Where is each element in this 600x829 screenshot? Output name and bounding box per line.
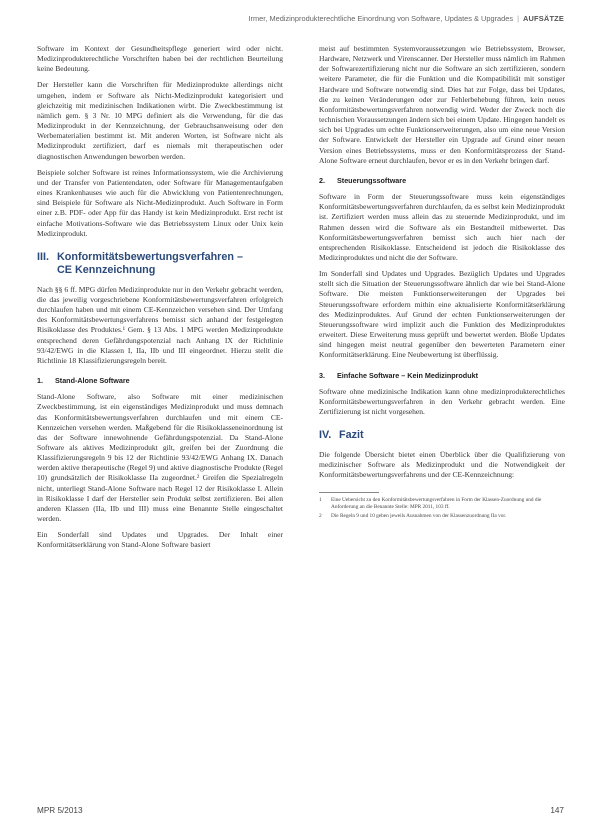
paragraph: Der Hersteller kann die Vorschriften für Medizinprodukte allerdings nicht umgehen, indem er Software als Nicht-Medizinprodukt kategorisiert und gleichzeitig mit medizinischen Indikationen wirbt. Die Zweckbestimmung ist nämlich gem. § 3 Nr. 10 MPG definiert als die Verwendung, für die das Medizinprodukt in der Kennzeichnung, der Gebrauchsanweisung oder den Werbematerialien bestimmt ist. Mit anderen Worten, ist Software nicht als Medizinprodukt zertifiziert, darf es niemals mit therapeutischen oder diagnostischen Anwendungen beworben werden. bbox=[37, 80, 283, 161]
footnote-divider bbox=[319, 492, 379, 493]
paragraph: Im Sonderfall sind Updates und Upgrades. Bezüglich Updates und Upgrades stellt sich die Situation der Steuerungssoftware ähnlich dar wie bei Stand-Alone Software. Die meisten Funktionserweiterungen der Upgrades bei Steuerungssoftware erfordern mithin eine aktualisierte Konformitätserklärung des Medizinproduktes. Auf Grund der echten Funktionserweiterungen der Steuerungssoftware wird implizit auch die Funktion des Medizinproduktes erweitert. Diese Erweiterung muss geprüft und bewertet werden. Bloße Updates sind hingegen meist neutral gegenüber den bewerteten Parametern einer Konformitätserklärung. Eine Neubewertung ist überflüssig. bbox=[319, 269, 565, 360]
footnote-number: 1 bbox=[319, 497, 322, 504]
heading-steuerungssoftware bbox=[319, 176, 565, 186]
page-number: 147 bbox=[550, 806, 564, 815]
heading-text: Stand-Alone Software bbox=[55, 376, 130, 386]
heading-number: IV. bbox=[319, 429, 332, 442]
paragraph: meist auf bestimmten Systemvoraussetzungen wie Betriebssystem, Browser, Hardware, Netzwerk und Virenscanner. Der Hersteller muss nämlich im Rahmen der Softwarezertifizierung nicht nur die Software an sich zertifizieren, sondern weitere Parameter, die für die Funktion und die Kompatibilität mit sonstiger Hardware und Software notwendig sind. Dies hat zur Folge, dass bei Updates, die zu keinen Veränderungen oder zur Fehlerbehebung führen, kein neues Konformitätsbewertungsverfahren notwendig wird. Weder der Zweck noch die technischen Voraussetzungen ändern sich bei einem Update. Hingegen handelt es sich bei Upgrades um echte Funktionserweiterungen, also um eine neue Version der Software. Entwickelt der Hersteller ein Upgrade auf Grund einer neuen Version eines Betriebssystems, muss er den Konformitätsprozess der Stand-Alone Software erneut durchlaufen, bevor er es in den Verkehr bringen darf. bbox=[319, 44, 565, 165]
heading-number: 1. bbox=[37, 376, 43, 386]
heading-text: Fazit bbox=[339, 429, 364, 442]
left-column bbox=[37, 44, 283, 557]
paragraph: Die folgende Übersicht bietet einen Überblick über die Qualifizierung von medizinischer Software als Medizinprodukt und die Notwendigkeit der Konformitätsbewertungsverfahrens und der CE-Kennzeichnung: bbox=[319, 449, 565, 479]
heading-einfache-software bbox=[319, 371, 565, 381]
header-separator: | bbox=[517, 14, 519, 23]
paragraph: Software in Form der Steuerungssoftware muss kein eigenständiges Konformitätsbewertungsverfahren durchlaufen, da es selbst kein Medizinprodukt ist. Zertifiziert werden muss allein das zu steuernde Medizinprodukt, und im Rahmen dessen wird die Software als ein Bestandteil mitbewertet. Das Konformitätsbewertungsverfahren bemisst sich auch hier nach der entsprechenden Risikoklasse. Entscheidend ist jedoch die Risikoklasse des Medizinproduktes und nicht die der Software. bbox=[319, 192, 565, 262]
footnote-text: Eine Uebersicht zu den Konformitätsbewertungsverfahren in Form der Klassen-Zuordnung und die Anforderung an die Benannte Stelle: MPR 2011, 103 ff. bbox=[331, 497, 542, 511]
paragraph: Software ohne medizinische Indikation kann ohne medizinprodukterechtliches Konformitätsbewertungsverfahren in den Verkehr gebracht werden. Eine Zertifizierung ist nicht vorgesehen. bbox=[319, 386, 565, 416]
running-title: Irmer, Medizinprodukterechtliche Einordnung von Software, Updates & Upgrades bbox=[248, 14, 514, 23]
heading-stand-alone-software bbox=[37, 376, 283, 386]
footnote bbox=[319, 513, 565, 520]
heading-number: 2. bbox=[319, 175, 325, 185]
heading-number: III. bbox=[37, 250, 49, 263]
running-header bbox=[36, 14, 564, 23]
heading-text: Einfache Software – Kein Medizinprodukt bbox=[337, 370, 478, 380]
section-label: AUFSÄTZE bbox=[522, 14, 564, 23]
heading-text: Steuerungssoftware bbox=[337, 175, 407, 185]
heading-fazit bbox=[319, 429, 565, 443]
right-column bbox=[319, 44, 565, 522]
heading-text: Konformitätsbewertungsverfahren – bbox=[57, 250, 243, 263]
heading-number: 3. bbox=[319, 370, 325, 380]
paragraph: Beispiele solcher Software ist reines Informationssystem, wie die Archivierung und der Transfer von Patientendaten, oder Software für Managementaufgaben eines Krankenhauses wie auch für die Abwicklung von Patientenrechnungen, sind Beispiele für Software als Nicht-Medizinprodukt. Auch Software in Form einer z.B. PDF- oder App für das Handy ist kein Medizinprodukt. Erst recht ist einfache Motivations-Software wie das Betriebssystem Linux oder Unix kein Medizinprodukt. bbox=[37, 167, 283, 238]
heading-text-line2: CE Kennzeichnung bbox=[57, 264, 156, 277]
footnote bbox=[319, 497, 565, 511]
paragraph: Stand-Alone Software, also Software mit einer medizinischen Zweckbestimmung, ist ein eigenständiges Medizinprodukt und muss demnach das Konformitätsbewertungsverfahren durchlaufen und mit einem CE-Kennzeichen versehen werden. Maßgebend für die Risikoklasseneinordnung ist das der Software innewohnende Gefährdungspotenzial. Da Stand-Alone Software als aktives Medizinprodukt gilt, greifen bei der Zuordnung die Klassifizierungsregeln 9 bis 12 der Richtlinie 93/42/EWG Anhang IX. Danach werden aktive therapeutische (Regel 9) und aktive diagnostische Produkte (Regel 10) grundsätzlich der Risikoklasse IIa zugeordnet.² Greifen die Spezialregeln nicht, unterliegt Stand-Alone Software nach Regel 12 der Risikoklasse I. Allein in Risikoklasse I darf der Hersteller sein Produkt selbst zertifizieren. Bei allen anderen Klassen (IIa, IIb und III) muss eine Benannte Stelle eingeschaltet werden. bbox=[37, 392, 283, 524]
footnote-number: 2 bbox=[319, 513, 322, 520]
footnote-text: Die Regeln 9 und 10 geben jeweils Ausnahmen von der Klassenzuordnung IIa vor. bbox=[331, 513, 507, 520]
paragraph: Nach §§ 6 ff. MPG dürfen Medizinprodukte nur in den Verkehr gebracht werden, die das jeweilig vorgeschriebene Konformitätsbewertungsverfahren erfolgreich durchlaufen haben und mit einem CE-Kennzeichen versehen sind. Der Umfang des Konformitätsbewertungsverfahrens bemisst sich anhand der festgelegten Risikoklasse des Produktes.¹ Gem. § 13 Abs. 1 MPG werden Medizinprodukte entsprechend deren Gefährdungspotenzial nach Anhang IX der Richtlinie 93/42/EWG in die Klassen I, IIa, IIb und III eingeordnet. Hierzu stellt die Richtlinie 18 Klassifizierungsregeln bereit. bbox=[37, 284, 283, 365]
heading-section-iii bbox=[37, 251, 283, 278]
paragraph: Ein Sonderfall sind Updates und Upgrades. Der Inhalt einer Konformitätserklärung von Stand-Alone Software basiert bbox=[37, 530, 283, 550]
paragraph: Software im Kontext der Gesundheitspflege generiert wird oder nicht. Medizinprodukterechtliche Vorschriften haben bei der rechtlichen Beurteilung keine Bedeutung. bbox=[37, 44, 283, 74]
journal-issue: MPR 5/2013 bbox=[37, 806, 83, 815]
